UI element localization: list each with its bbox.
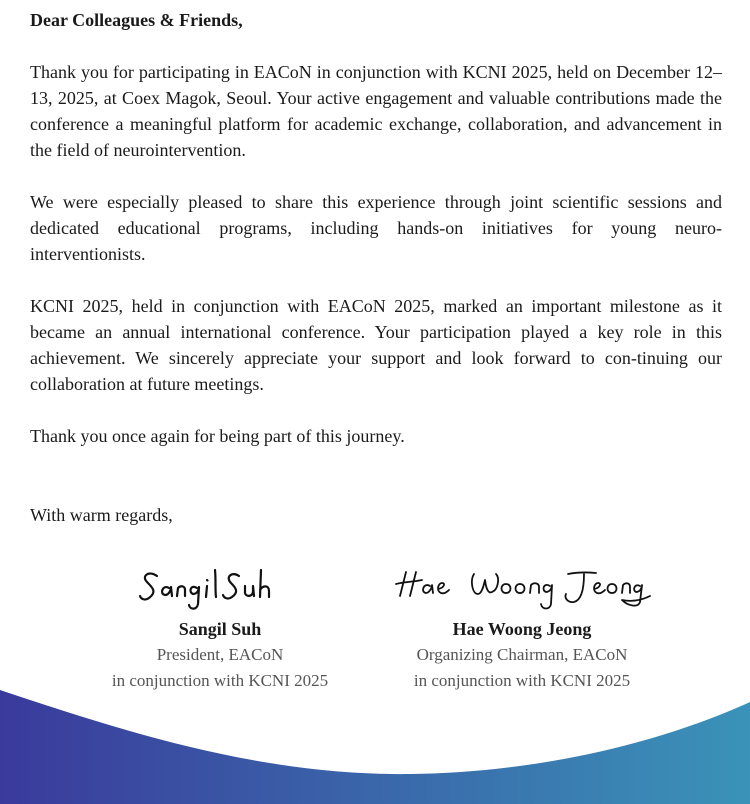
handwritten-signature-hae-woong-jeong <box>392 560 652 616</box>
letter-closing: With warm regards, <box>30 505 173 525</box>
letter-paragraph-1: Thank you for participating in EACoN in conjunction with KCNI 2025, held on December 12–13, 2025, at Coex Magok, Seoul. Your active engagement and valuable contributions made the conference a meaningful platform for academic exchange, collaboration, and advancement in the field of neurointervention. <box>30 62 722 160</box>
letter-paragraph-4: Thank you once again for being part of this journey. <box>30 426 405 446</box>
letter-paragraph-3: KCNI 2025, held in conjunction with EACoN 2025, marked an important milestone as it became an annual international conference. Your participation played a key role in this achievement. We sincerely appreciate your support and look forward to con-tinuing our collaboration at future meetings. <box>30 296 722 394</box>
decorative-footer-wave <box>0 680 750 804</box>
signatory-organizing-chairman <box>372 560 672 694</box>
signatory-role: President, EACoN <box>156 645 284 664</box>
handwritten-signature-sangil-suh <box>135 560 305 616</box>
letter-paragraph-2: We were especially pleased to share this experience through joint scientific sessions and dedicated educational programs, including hands-on initiatives for young neuro-interventionists. <box>30 192 722 264</box>
signatory-role: Organizing Chairman, EACoN <box>416 645 628 664</box>
letter-body <box>30 7 722 449</box>
signatory-president <box>70 560 370 694</box>
signatory-org: in conjunction with KCNI 2025 <box>413 671 631 690</box>
signatory-org: in conjunction with KCNI 2025 <box>111 671 329 690</box>
signatory-name: Sangil Suh <box>178 619 262 639</box>
signatory-name: Hae Woong Jeong <box>452 619 592 639</box>
letter-greeting: Dear Colleagues & Friends, <box>30 10 243 30</box>
